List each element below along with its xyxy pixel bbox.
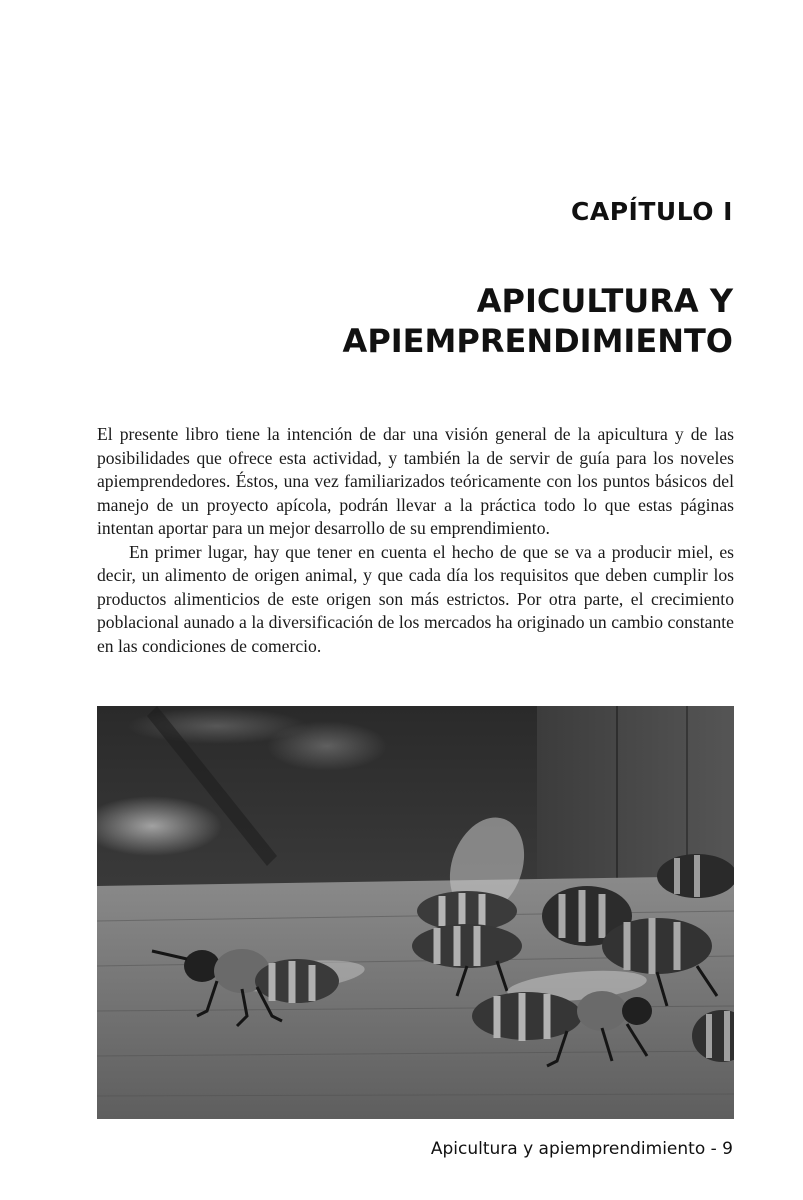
running-footer: Apicultura y apiemprendimiento - 9 — [430, 1139, 733, 1159]
chapter-title-line-2: APIEMPRENDIMIENTO — [342, 322, 733, 360]
chapter-title-line-1: APICULTURA Y — [476, 282, 733, 320]
chapter-label: CAPÍTULO I — [571, 197, 733, 226]
bees-photo-illustration — [97, 706, 734, 1119]
body-text — [97, 423, 734, 658]
chapter-title — [343, 281, 733, 361]
paragraph-2: En primer lugar, hay que tener en cuenta el hecho de que se va a producir miel, es decir, un alimento de origen animal, y que cada día los requisitos que deben cumplir los productos alimenticios de este origen son más estrictos. Por otra parte, el crecimiento poblacional aunado a la diversificación de los mercados ha originado un cambio constante en las condiciones de comercio. — [97, 541, 734, 656]
bees-photo — [97, 706, 734, 1119]
paragraph-1: El presente libro tiene la intención de dar una visión general de la apicultura y de las posibilidades que ofrece esta actividad, y también la de servir de guía para los noveles apiemprendedores. Éstos, una vez familiarizados teóricamente con los puntos básicos del manejo de un proyecto apícola, podrán llevar a la práctica todo lo que estas páginas intentan aportar para un mejor desarrollo de su emprendimiento. — [97, 424, 734, 538]
